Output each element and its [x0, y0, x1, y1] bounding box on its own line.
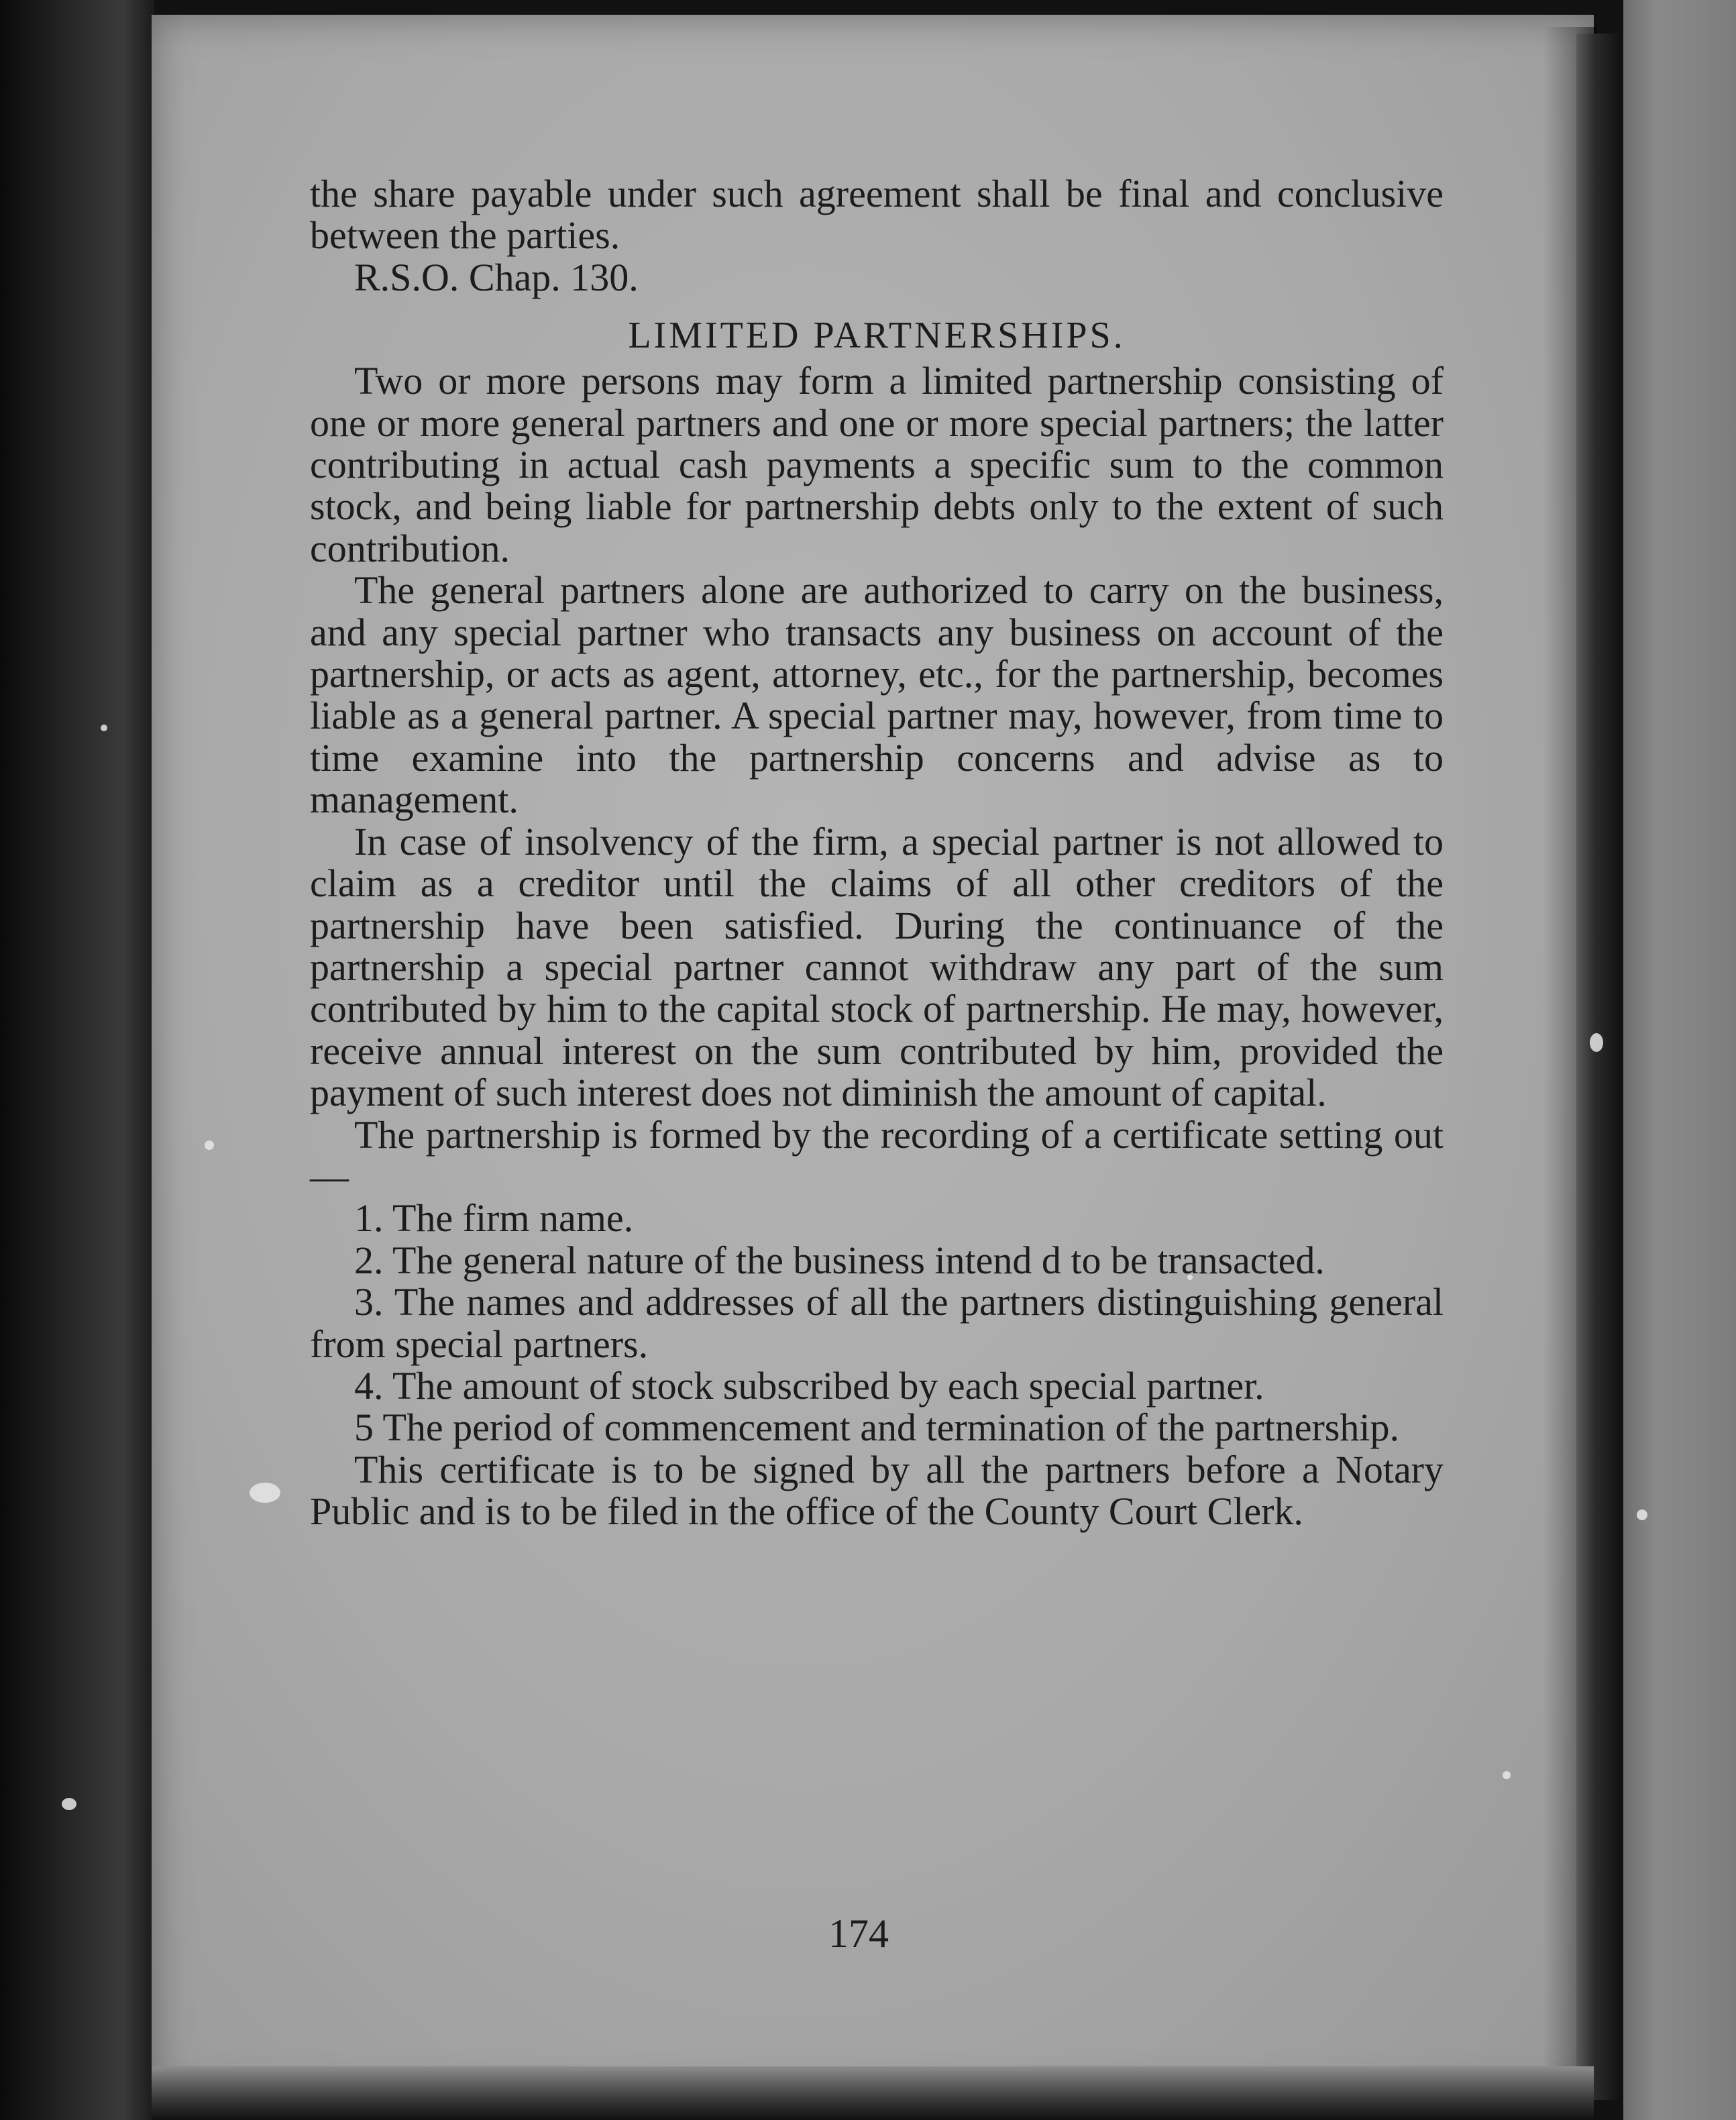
list-item-business-nature: 2. The general nature of the business intend d to be transacted.: [354, 1238, 1325, 1282]
statute-reference: R.S.O. Chap. 130.: [354, 255, 639, 299]
dust-speck: [1503, 1771, 1511, 1779]
book-edge-left: [0, 0, 154, 2120]
paragraph-closing: This certificate is to be signed by all the partners before a Notary Public and is to be filed in the office of the County Court Clerk.: [310, 1447, 1444, 1534]
continued-paragraph: the share payable under such agreement shall be final and conclusive between the parties.: [310, 172, 1444, 258]
dust-speck: [1637, 1509, 1647, 1520]
paragraph-certificate: The partnership is formed by the recording of a certificate setting out—: [310, 1112, 1444, 1198]
dust-speck: [101, 725, 107, 731]
paragraph-definition: Two or more persons may form a limited partnership consisting of one or more general partners and one or more special partners; the latter contributing in actual cash payments a specific sum to the common stock, and being liable for partnership debts only to the extent of such contribution.: [310, 359, 1444, 570]
paragraph-general-partners: The general partners alone are authorized to carry on the business, and any special partner who transacts any business on account of the partnership, or acts as agent, attorney, etc., for the partnership, becomes liable as a general partner. A special partner may, however, from time to time examine into the partnership concerns and advise as to management.: [310, 568, 1444, 822]
adjacent-page-edge: [1623, 0, 1736, 2120]
page-text: [310, 173, 1444, 1533]
list-item-firm-name: 1. The firm name.: [354, 1196, 634, 1240]
list-item-partner-names: 3. The names and addresses of all the partners distinguishing general from special partners.: [310, 1280, 1444, 1366]
list-item-stock-amount: 4. The amount of stock subscribed by each special partner.: [354, 1363, 1264, 1408]
section-heading: LIMITED PARTNERSHIPS.: [628, 315, 1126, 357]
dust-speck: [205, 1141, 214, 1150]
page-number: 174: [828, 1911, 889, 1956]
page-bottom-edge: [152, 2066, 1594, 2120]
book-spine: [1576, 34, 1623, 2100]
dust-speck: [250, 1483, 280, 1503]
paragraph-insolvency: In case of insolvency of the firm, a special partner is not allowed to claim as a creditor until the claims of all other creditors of the partnership have been satisfied. During the continuance of the partnership a special partner cannot withdraw any part of the sum contributed by him to the capital stock of partnership. He may, however, receive annual interest on the sum contributed by him, provided the payment of such interest does not diminish the amount of capital.: [310, 819, 1444, 1115]
dust-speck: [62, 1798, 76, 1810]
list-item-period: 5 The period of commencement and termination of the partnership.: [354, 1406, 1399, 1450]
dust-speck: [1590, 1033, 1603, 1052]
